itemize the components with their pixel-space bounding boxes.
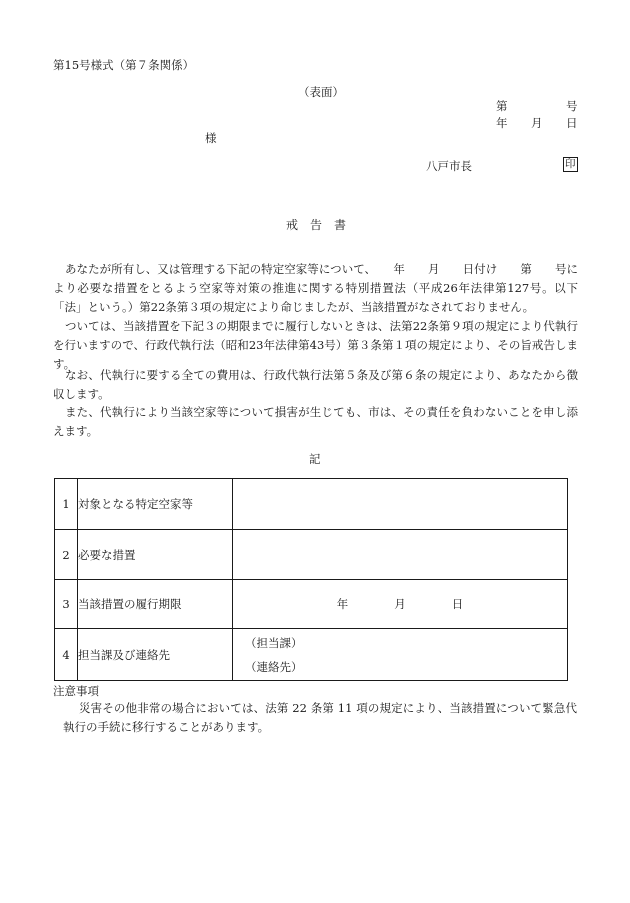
contact-cell — [233, 629, 568, 681]
table-row — [55, 629, 568, 681]
notes-text: 災害その他非常の場合においては、法第 22 条第 11 項の規定により、当該措置について緊急代執行の手続に移行することがあります。 — [63, 701, 577, 734]
contact-info: （連絡先） — [245, 659, 303, 674]
side-label: （表面） — [298, 85, 344, 99]
doc-number-suffix: 号 — [566, 99, 578, 113]
paragraph-2: ついては、当該措置を下記３の期限までに履行しないときは、法第22条第９項の規定により代執行を行いますので、行政代執行法（昭和23年法律第43号）第３条第１項の規定により、その旨戒告します。 — [53, 319, 578, 371]
row-value — [233, 530, 568, 580]
contact-dept: （担当課） — [245, 635, 303, 650]
document-title: 戒 告 書 — [286, 218, 347, 232]
issuer: 八戸市長 — [426, 159, 472, 173]
date-year: 年 — [496, 116, 508, 130]
row-number: 3 — [55, 580, 78, 629]
row-label: 対象となる特定空家等 — [78, 479, 233, 530]
row-number: 4 — [55, 629, 78, 681]
form-number: 第15号様式（第７条関係） — [53, 58, 195, 72]
row-value — [233, 479, 568, 530]
row-number: 2 — [55, 530, 78, 580]
row-label: 当該措置の履行期限 — [78, 580, 233, 629]
row-number: 1 — [55, 479, 78, 530]
seal-mark — [563, 156, 578, 172]
paragraph-1: あなたが所有し、又は管理する下記の特定空家等について、 年 月 日付け 第 号により必要な措置をとるよう空家等対策の推進に関する特別措置法（平成26年法律第127号。以下「法」という。）第22条第３項の規定により命じましたが、当該措置がなされておりません。 — [53, 262, 578, 314]
table-row — [55, 580, 568, 629]
row-label: 担当課及び連絡先 — [78, 629, 233, 681]
items-table — [54, 478, 568, 681]
paragraph-3: なお、代執行に要する全ての費用は、行政代執行法第５条及び第６条の規定により、あなたから徴収します。 — [53, 368, 578, 401]
recipient-suffix: 様 — [205, 131, 217, 145]
seal-icon: 印 — [565, 158, 576, 170]
date-month: 月 — [531, 116, 543, 130]
table-row — [55, 530, 568, 580]
paragraph-4: また、代執行により当該空家等について損害が生じても、市は、その責任を負わないことを申し添えます。 — [53, 405, 578, 438]
notes-heading: 注意事項 — [53, 684, 99, 698]
ki-label: 記 — [309, 452, 321, 466]
row-label: 必要な措置 — [78, 530, 233, 580]
table-row — [55, 479, 568, 530]
date-day: 日 — [566, 116, 578, 130]
doc-number-prefix: 第 — [496, 99, 508, 113]
deadline-date: 年 月 日 — [233, 580, 568, 629]
